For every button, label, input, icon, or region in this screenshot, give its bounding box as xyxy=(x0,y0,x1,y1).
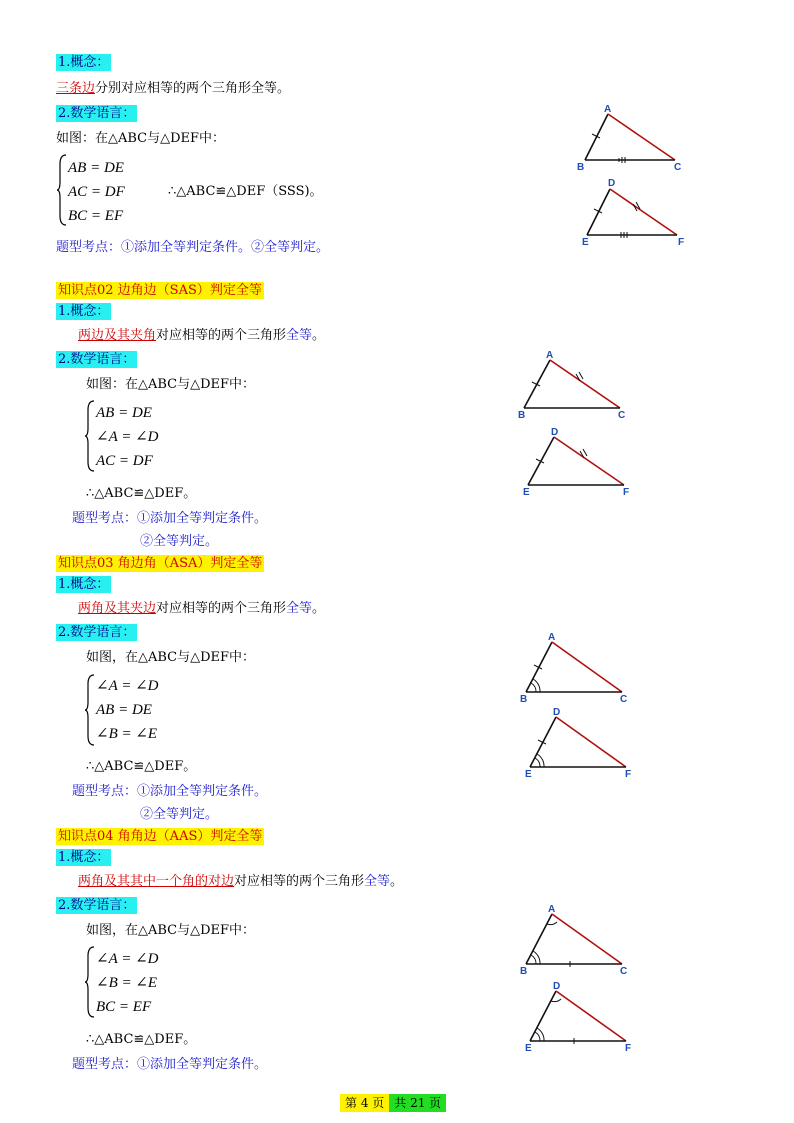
brace-icon xyxy=(84,400,96,472)
concept-end: 全等 xyxy=(286,328,313,343)
exam-points: 题型考点：①添加全等判定条件。②全等判定。 xyxy=(56,240,330,255)
label-a: A xyxy=(548,904,556,915)
label-a: A xyxy=(548,632,556,643)
label-c: C xyxy=(674,162,682,173)
exam-points-1: 题型考点：①添加全等判定条件。 xyxy=(72,1057,268,1072)
page-total: 共 21 页 xyxy=(389,1094,446,1112)
label-e: E xyxy=(523,487,530,498)
concept-tag: 1.概念： xyxy=(58,850,110,865)
intro-text: 如图：在△ABC与△DEF中： xyxy=(86,377,256,392)
eq-3: BC = EF xyxy=(68,208,124,224)
lang-tag: 2.数学语言： xyxy=(58,625,136,640)
eq-1: AB = DE xyxy=(96,405,152,421)
concept-tag: 1.概念： xyxy=(58,304,110,319)
page-number: 第 4 页 xyxy=(340,1094,389,1112)
label-f: F xyxy=(625,769,632,780)
concept-line xyxy=(56,81,290,97)
concept-key: 两边及其夹角 xyxy=(78,328,157,343)
label-d: D xyxy=(551,427,559,438)
concept-tag: 1.概念： xyxy=(58,55,110,70)
conclusion: ∴△ABC≌△DEF（SSS)。 xyxy=(168,184,323,199)
concept-period: 。 xyxy=(312,601,326,616)
asa-figure xyxy=(514,628,644,780)
label-c: C xyxy=(620,966,628,977)
lang-tag: 2.数学语言： xyxy=(58,898,136,913)
concept-end: 全等 xyxy=(364,874,391,889)
label-e: E xyxy=(525,769,532,780)
concept-period: 。 xyxy=(390,874,404,889)
eq-2: ∠A = ∠D xyxy=(96,429,159,445)
eq-2: AB = DE xyxy=(96,702,152,718)
exam-points-2: ②全等判定。 xyxy=(140,807,219,822)
concept-end: 全等 xyxy=(286,601,313,616)
page-footer xyxy=(340,1092,446,1111)
sss-figure xyxy=(570,100,700,250)
concept-tag: 1.概念： xyxy=(58,577,110,592)
eq-1: ∠A = ∠D xyxy=(96,951,159,967)
conclusion: ∴△ABC≌△DEF。 xyxy=(86,1032,197,1047)
eq-2: ∠B = ∠E xyxy=(96,975,158,991)
brace-icon xyxy=(56,154,68,226)
concept-rest: 对应相等的两个三角形 xyxy=(156,328,287,343)
conclusion: ∴△ABC≌△DEF。 xyxy=(86,759,197,774)
intro-text: 如图，在△ABC与△DEF中： xyxy=(86,650,256,665)
exam-points-2: ②全等判定。 xyxy=(140,534,219,549)
label-d: D xyxy=(553,981,561,992)
lang-tag: 2.数学语言： xyxy=(58,106,136,121)
label-a: A xyxy=(604,104,612,115)
label-d: D xyxy=(608,178,616,189)
conclusion: ∴△ABC≌△DEF。 xyxy=(86,486,197,501)
concept-line xyxy=(78,328,325,344)
label-b: B xyxy=(577,162,585,173)
brace-icon xyxy=(84,946,96,1018)
sas-figure xyxy=(512,346,642,498)
concept-line xyxy=(78,874,403,890)
section-heading: 知识点02 边角边（SAS）判定全等 xyxy=(58,283,262,298)
concept-key: 三条边 xyxy=(56,81,96,96)
eq-3: BC = EF xyxy=(96,999,152,1015)
eq-1: AB = DE xyxy=(68,160,124,176)
label-f: F xyxy=(623,487,630,498)
label-a: A xyxy=(546,350,554,361)
aas-figure xyxy=(514,900,644,1054)
label-c: C xyxy=(620,694,628,705)
section-heading: 知识点04 角角边（AAS）判定全等 xyxy=(58,829,263,844)
lang-tag: 2.数学语言： xyxy=(58,352,136,367)
eq-3: ∠B = ∠E xyxy=(96,726,158,742)
concept-rest: 对应相等的两个三角形 xyxy=(156,601,287,616)
intro-text: 如图，在△ABC与△DEF中： xyxy=(86,923,256,938)
eq-1: ∠A = ∠D xyxy=(96,678,159,694)
concept-period: 。 xyxy=(312,328,326,343)
label-b: B xyxy=(518,410,526,421)
label-b: B xyxy=(520,694,528,705)
label-c: C xyxy=(618,410,626,421)
concept-key: 两角及其夹边 xyxy=(78,601,157,616)
concept-rest: 对应相等的两个三角形 xyxy=(234,874,365,889)
label-e: E xyxy=(582,237,589,248)
eq-2: AC = DF xyxy=(68,184,125,200)
concept-rest: 分别对应相等的两个三角形全等。 xyxy=(95,81,291,96)
label-f: F xyxy=(678,237,685,248)
brace-icon xyxy=(84,674,96,746)
label-e: E xyxy=(525,1043,532,1054)
exam-points-1: 题型考点：①添加全等判定条件。 xyxy=(72,784,268,799)
label-f: F xyxy=(625,1043,632,1054)
intro-text: 如图：在△ABC与△DEF中： xyxy=(56,131,226,146)
label-b: B xyxy=(520,966,528,977)
concept-line xyxy=(78,601,325,617)
label-d: D xyxy=(553,707,561,718)
concept-key: 两角及其其中一个角的对边 xyxy=(78,874,235,889)
exam-points-1: 题型考点：①添加全等判定条件。 xyxy=(72,511,268,526)
eq-3: AC = DF xyxy=(96,453,153,469)
section-heading: 知识点03 角边角（ASA）判定全等 xyxy=(58,556,263,571)
